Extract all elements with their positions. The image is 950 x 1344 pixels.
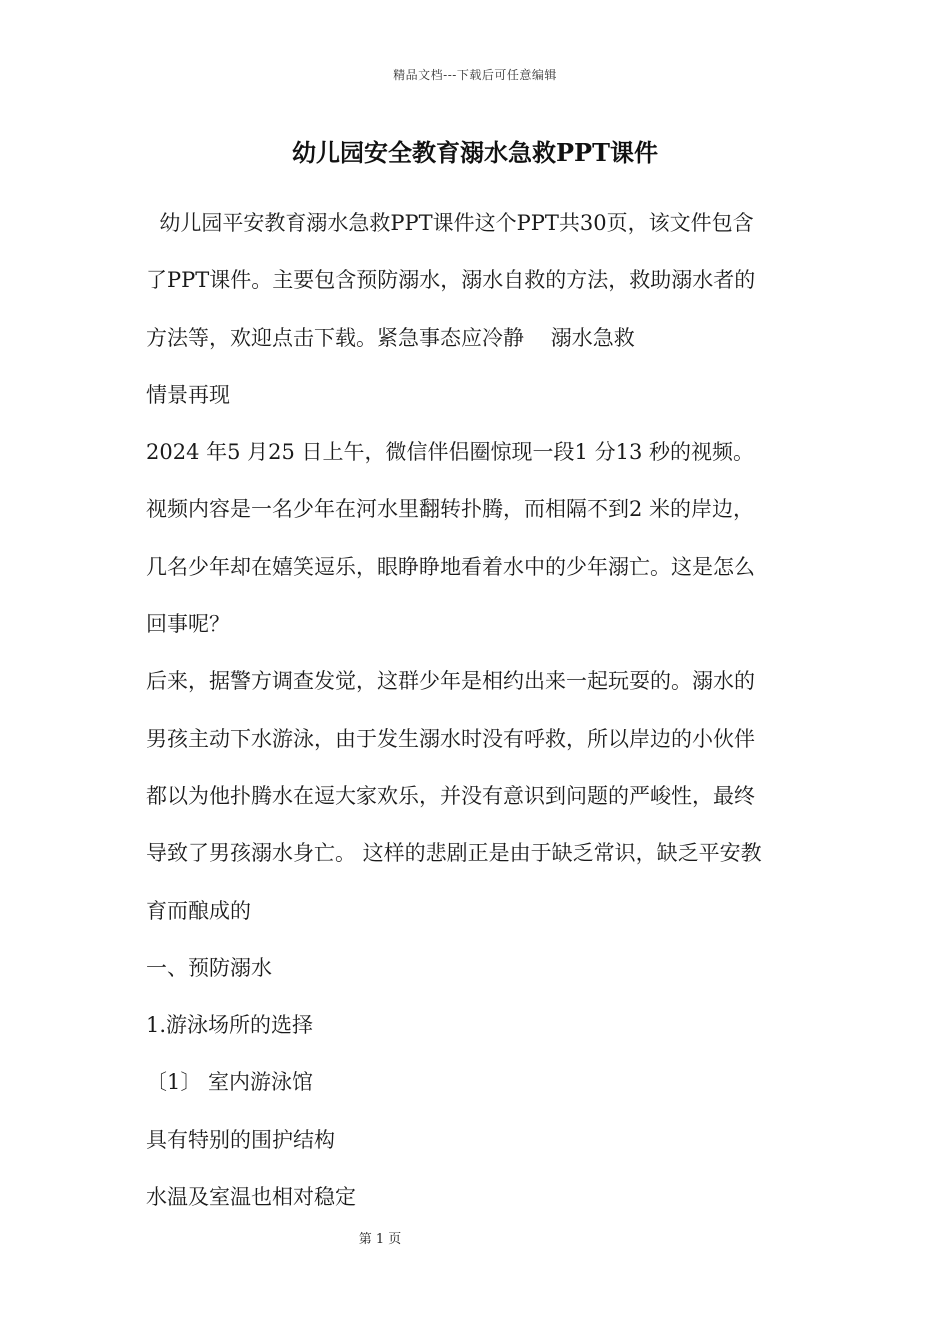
body-line: 具有特别的围护结构 <box>146 1127 335 1152</box>
document-body <box>146 195 816 1226</box>
page-header: 精品文档---下载后可任意编辑 <box>393 68 557 82</box>
body-line: 方法等，欢迎点击下载。紧急事态应冷静 溺水急救 <box>146 325 635 350</box>
subsection-heading: 1.游泳场所的选择 <box>146 1013 314 1038</box>
body-line: 视频内容是一名少年在河水里翻转扑腾，而相隔不到2 米的岸边， <box>146 497 755 522</box>
list-item: 〔1〕 室内游泳馆 <box>146 1070 314 1095</box>
page-number: 第 1 页 <box>358 1232 402 1247</box>
body-line: 2024 年5 月25 日上午，微信伴侣圈惊现一段1 分13 秒的视频。 <box>146 440 754 465</box>
body-line: 后来，据警方调查发觉，这群少年是相约出来一起玩耍的。溺水的 <box>146 669 755 694</box>
body-line: 回事呢？ <box>146 612 230 637</box>
body-line: 了PPT课件。主要包含预防溺水，溺水自救的方法，救助溺水者的 <box>146 268 756 293</box>
body-line: 幼儿园平安教育溺水急救PPT课件这个PPT共30页，该文件包含 <box>146 211 754 235</box>
body-line: 育而酿成的 <box>146 898 251 923</box>
body-line: 情景再现 <box>146 382 230 407</box>
body-line: 水温及室温也相对稳定 <box>146 1185 356 1210</box>
body-line: 男孩主动下水游泳，由于发生溺水时没有呼救，所以岸边的小伙伴 <box>146 726 755 751</box>
section-heading: 一、预防溺水 <box>146 955 272 980</box>
body-line: 几名少年却在嬉笑逗乐，眼睁睁地看着水中的少年溺亡。这是怎么 <box>146 554 755 579</box>
body-line: 都以为他扑腾水在逗大家欢乐，并没有意识到问题的严峻性，最终 <box>146 783 755 808</box>
body-line: 导致了男孩溺水身亡。 这样的悲剧正是由于缺乏常识，缺乏平安教 <box>146 841 762 866</box>
document-title: 幼儿园安全教育溺水急救PPT课件 <box>292 138 658 167</box>
